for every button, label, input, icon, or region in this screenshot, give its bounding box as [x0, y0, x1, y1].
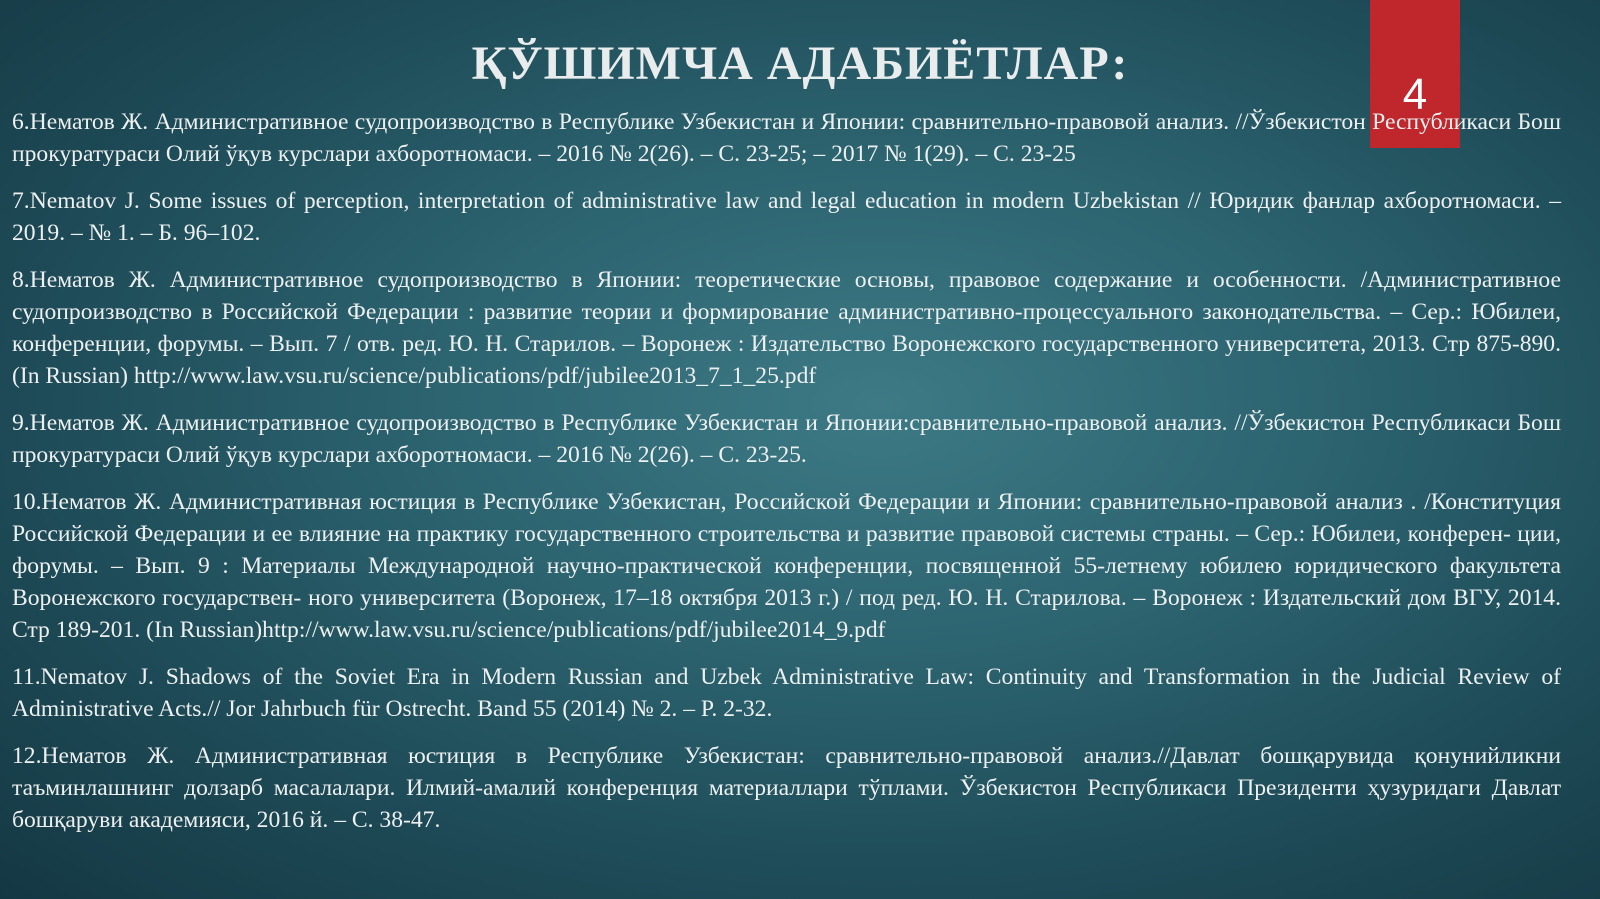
page-number: 4: [1402, 70, 1428, 119]
reference-item: 10.Нематов Ж. Административная юстиция в Республике Узбекистан, Российской Федерации и Японии: сравнительно-правовой анализ . /Конституция Российской Федерации и ее влияние на практику государственного строительства и развитие правовой системы страны. – Сер.: Юбилеи, конферен- ции, форумы. – Вып. 9 : Материалы Международной научно-практической конференции, посвященной 55-летнему юбилею юридического факультета Воронежского государствен- ного университета (Воронеж, 17–18 октября 2013 г.) / под ред. Ю. Н. Старилова. – Воронеж : Издательский дом ВГУ, 2014. Стр 189-201. (In Russian)http://www.law.vsu.ru/science/publications/pdf/jubilee2014_9.pdf: [12, 489, 1561, 643]
reference-item: 11.Nematov J. Shadows of the Soviet Era in Modern Russian and Uzbek Administrative Law: Continuity and Transformation in the Judicial Review of Administrative Acts.// Jor Jahrbuch für Ostrecht. Band 55 (2014) № 2. – P. 2-32.: [12, 664, 1561, 722]
reference-item: 6.Нематов Ж. Административное судопроизводство в Республике Узбекистан и Японии: сравнительно-правовой анализ. //Ўзбекистон Республикаси Бош прокуратураси Олий ўқув курслари ахборотномаси. – 2016 № 2(26). – С. 23-25; – 2017 № 1(29). – С. 23-25: [12, 109, 1561, 167]
reference-item: 8.Нематов Ж. Административное судопроизводство в Японии: теоретические основы, правовое содержание и особенности. /Административное судопроизводство в Российской Федерации : развитие теории и формирование административно-процессуального законодательства. – Сер.: Юбилеи, конференции, форумы. – Вып. 7 / отв. ред. Ю. Н. Старилов. – Воронеж : Издательство Воронежского государственного университета, 2013. Стр 875-890. (In Russian) http://www.law.vsu.ru/science/publications/pdf/jubilee2013_7_1_25.pdf: [12, 267, 1561, 389]
reference-item: 9.Нематов Ж. Административное судопроизводство в Республике Узбекистан и Японии:сравнительно-правовой анализ. //Ўзбекистон Республикаси Бош прокуратураси Олий ўқув курслари ахборотномаси. – 2016 № 2(26). – С. 23-25.: [12, 410, 1561, 468]
reference-item: 7.Nematov J. Some issues of perception, interpretation of administrative law and legal education in modern Uzbekistan // Юридик фанлар ахборотномаси. – 2019. – № 1. – Б. 96–102.: [12, 188, 1561, 246]
slide-title: ҚЎШИМЧА АДАБИЁТЛАР:: [471, 37, 1129, 90]
reference-item: 12.Нематов Ж. Административная юстиция в Республике Узбекистан: сравнительно-правовой анализ.//Давлат бошқарувида қонунийликни таъминлашнинг долзарб масалалари. Илмий-амалий конференция материаллари тўплами. Ўзбекистон Республикаси Президенти ҳузуридаги Давлат бошқаруви академияси, 2016 й. – С. 38-47.: [12, 743, 1561, 833]
references-list: [12, 106, 1561, 851]
